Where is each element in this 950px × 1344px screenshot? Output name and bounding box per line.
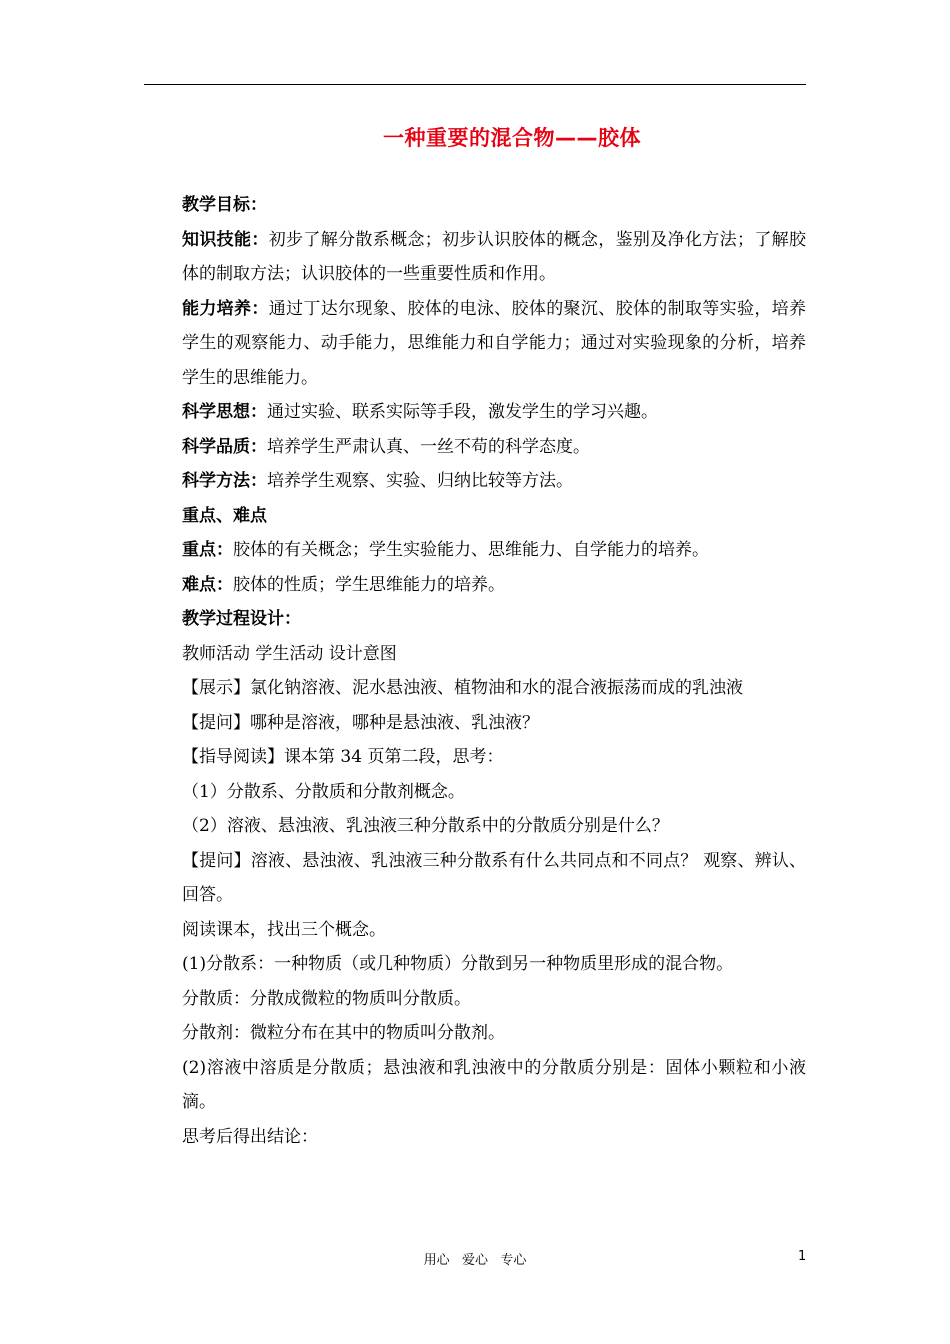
line-text: （2）溶液、悬浊液、乳浊液三种分散系中的分散质分别是什么？ bbox=[182, 816, 669, 836]
paragraph-reading-item-2 bbox=[144, 809, 806, 844]
line-text: 培养学生严肃认真、一丝不苟的科学态度。 bbox=[267, 436, 590, 457]
paragraph-knowledge-skills bbox=[144, 223, 806, 292]
paragraph-scientific-method bbox=[144, 464, 806, 499]
line-text: 教师活动 学生活动 设计意图 bbox=[182, 643, 397, 664]
line-text: 【提问】溶液、悬浊液、乳浊液三种分散系有什么共同点和不同点？ 观察、辨认、回答。 bbox=[182, 850, 806, 905]
line-label: 科学方法： bbox=[182, 471, 267, 491]
line-text: 思考后得出结论： bbox=[182, 1126, 318, 1147]
page-number: 1 bbox=[798, 1249, 807, 1264]
line-text: 胶体的性质；学生思维能力的培养。 bbox=[233, 574, 505, 595]
line-label: 科学品质： bbox=[182, 436, 267, 457]
paragraph-activity-columns bbox=[144, 637, 806, 672]
document-body bbox=[144, 188, 806, 1154]
line-text: 分散剂：微粒分布在其中的物质叫分散剂。 bbox=[182, 1023, 505, 1043]
header-rule bbox=[144, 84, 806, 85]
paragraph-read-textbook bbox=[144, 913, 806, 948]
section-heading-key-points bbox=[144, 499, 806, 534]
line-label: 知识技能： bbox=[182, 229, 269, 250]
line-text: （1）分散系、分散质和分散剂概念。 bbox=[182, 781, 465, 802]
line-text: 分散质：分散成微粒的物质叫分散质。 bbox=[182, 988, 471, 1009]
line-text: 培养学生观察、实验、归纳比较等方法。 bbox=[267, 471, 573, 491]
paragraph-ability-training bbox=[144, 292, 806, 396]
line-text: 【提问】哪种是溶液，哪种是悬浊液、乳浊液？ bbox=[182, 712, 539, 733]
line-label: 教学过程设计： bbox=[182, 609, 301, 629]
line-text: 初步了解分散系概念；初步认识胶体的概念，鉴别及净化方法；了解胶体的制取方法；认识胶体的一些重要性质和作用。 bbox=[182, 229, 807, 284]
line-text: 通过实验、联系实际等手段，激发学生的学习兴趣。 bbox=[267, 402, 658, 422]
line-label: 科学思想： bbox=[182, 402, 267, 422]
page-title: 一种重要的混合物——胶体 bbox=[383, 126, 641, 150]
section-heading-process bbox=[144, 602, 806, 637]
paragraph-display bbox=[144, 671, 806, 706]
paragraph-question-2 bbox=[144, 844, 806, 913]
line-label: 能力培养： bbox=[182, 298, 269, 319]
line-label: 教学目标： bbox=[182, 195, 267, 215]
paragraph-dispersion-system bbox=[144, 947, 806, 982]
paragraph-question-1 bbox=[144, 706, 806, 741]
line-text: 胶体的有关概念；学生实验能力、思维能力、自学能力的培养。 bbox=[233, 540, 709, 560]
paragraph-guided-reading bbox=[144, 740, 806, 775]
line-text: (2)溶液中溶质是分散质；悬浊液和乳浊液中的分散质分别是：固体小颗粒和小液滴。 bbox=[182, 1057, 806, 1112]
line-text: 【指导阅读】课本第 34 页第二段，思考： bbox=[182, 747, 504, 767]
paragraph-key-point bbox=[144, 533, 806, 568]
footer-motto: 用心 爱心 专心 bbox=[423, 1253, 527, 1268]
line-text: 通过丁达尔现象、胶体的电泳、胶体的聚沉、胶体的制取等实验，培养学生的观察能力、动手能力，思维能力和自学能力；通过对实验现象的分析，培养学生的思维能力。 bbox=[182, 298, 807, 388]
paragraph-dispersion-medium bbox=[144, 1016, 806, 1051]
paragraph-dispersed-phase bbox=[144, 982, 806, 1017]
paragraph-scientific-quality bbox=[144, 430, 806, 465]
paragraph-reading-item-1 bbox=[144, 775, 806, 810]
line-label: 重点： bbox=[182, 540, 233, 560]
paragraph-difficult-point bbox=[144, 568, 806, 603]
line-label: 重点、难点 bbox=[182, 505, 267, 526]
line-text: 阅读课本，找出三个概念。 bbox=[182, 919, 386, 940]
line-text: (1)分散系：一种物质（或几种物质）分散到另一种物质里形成的混合物。 bbox=[182, 954, 734, 974]
paragraph-scientific-thinking bbox=[144, 395, 806, 430]
section-heading-objectives bbox=[144, 188, 806, 223]
line-label: 难点： bbox=[182, 574, 233, 595]
paragraph-solute-answer bbox=[144, 1051, 806, 1120]
line-text: 【展示】氯化钠溶液、泥水悬浊液、植物油和水的混合液振荡而成的乳浊液 bbox=[182, 678, 743, 698]
paragraph-conclusion bbox=[144, 1120, 806, 1155]
